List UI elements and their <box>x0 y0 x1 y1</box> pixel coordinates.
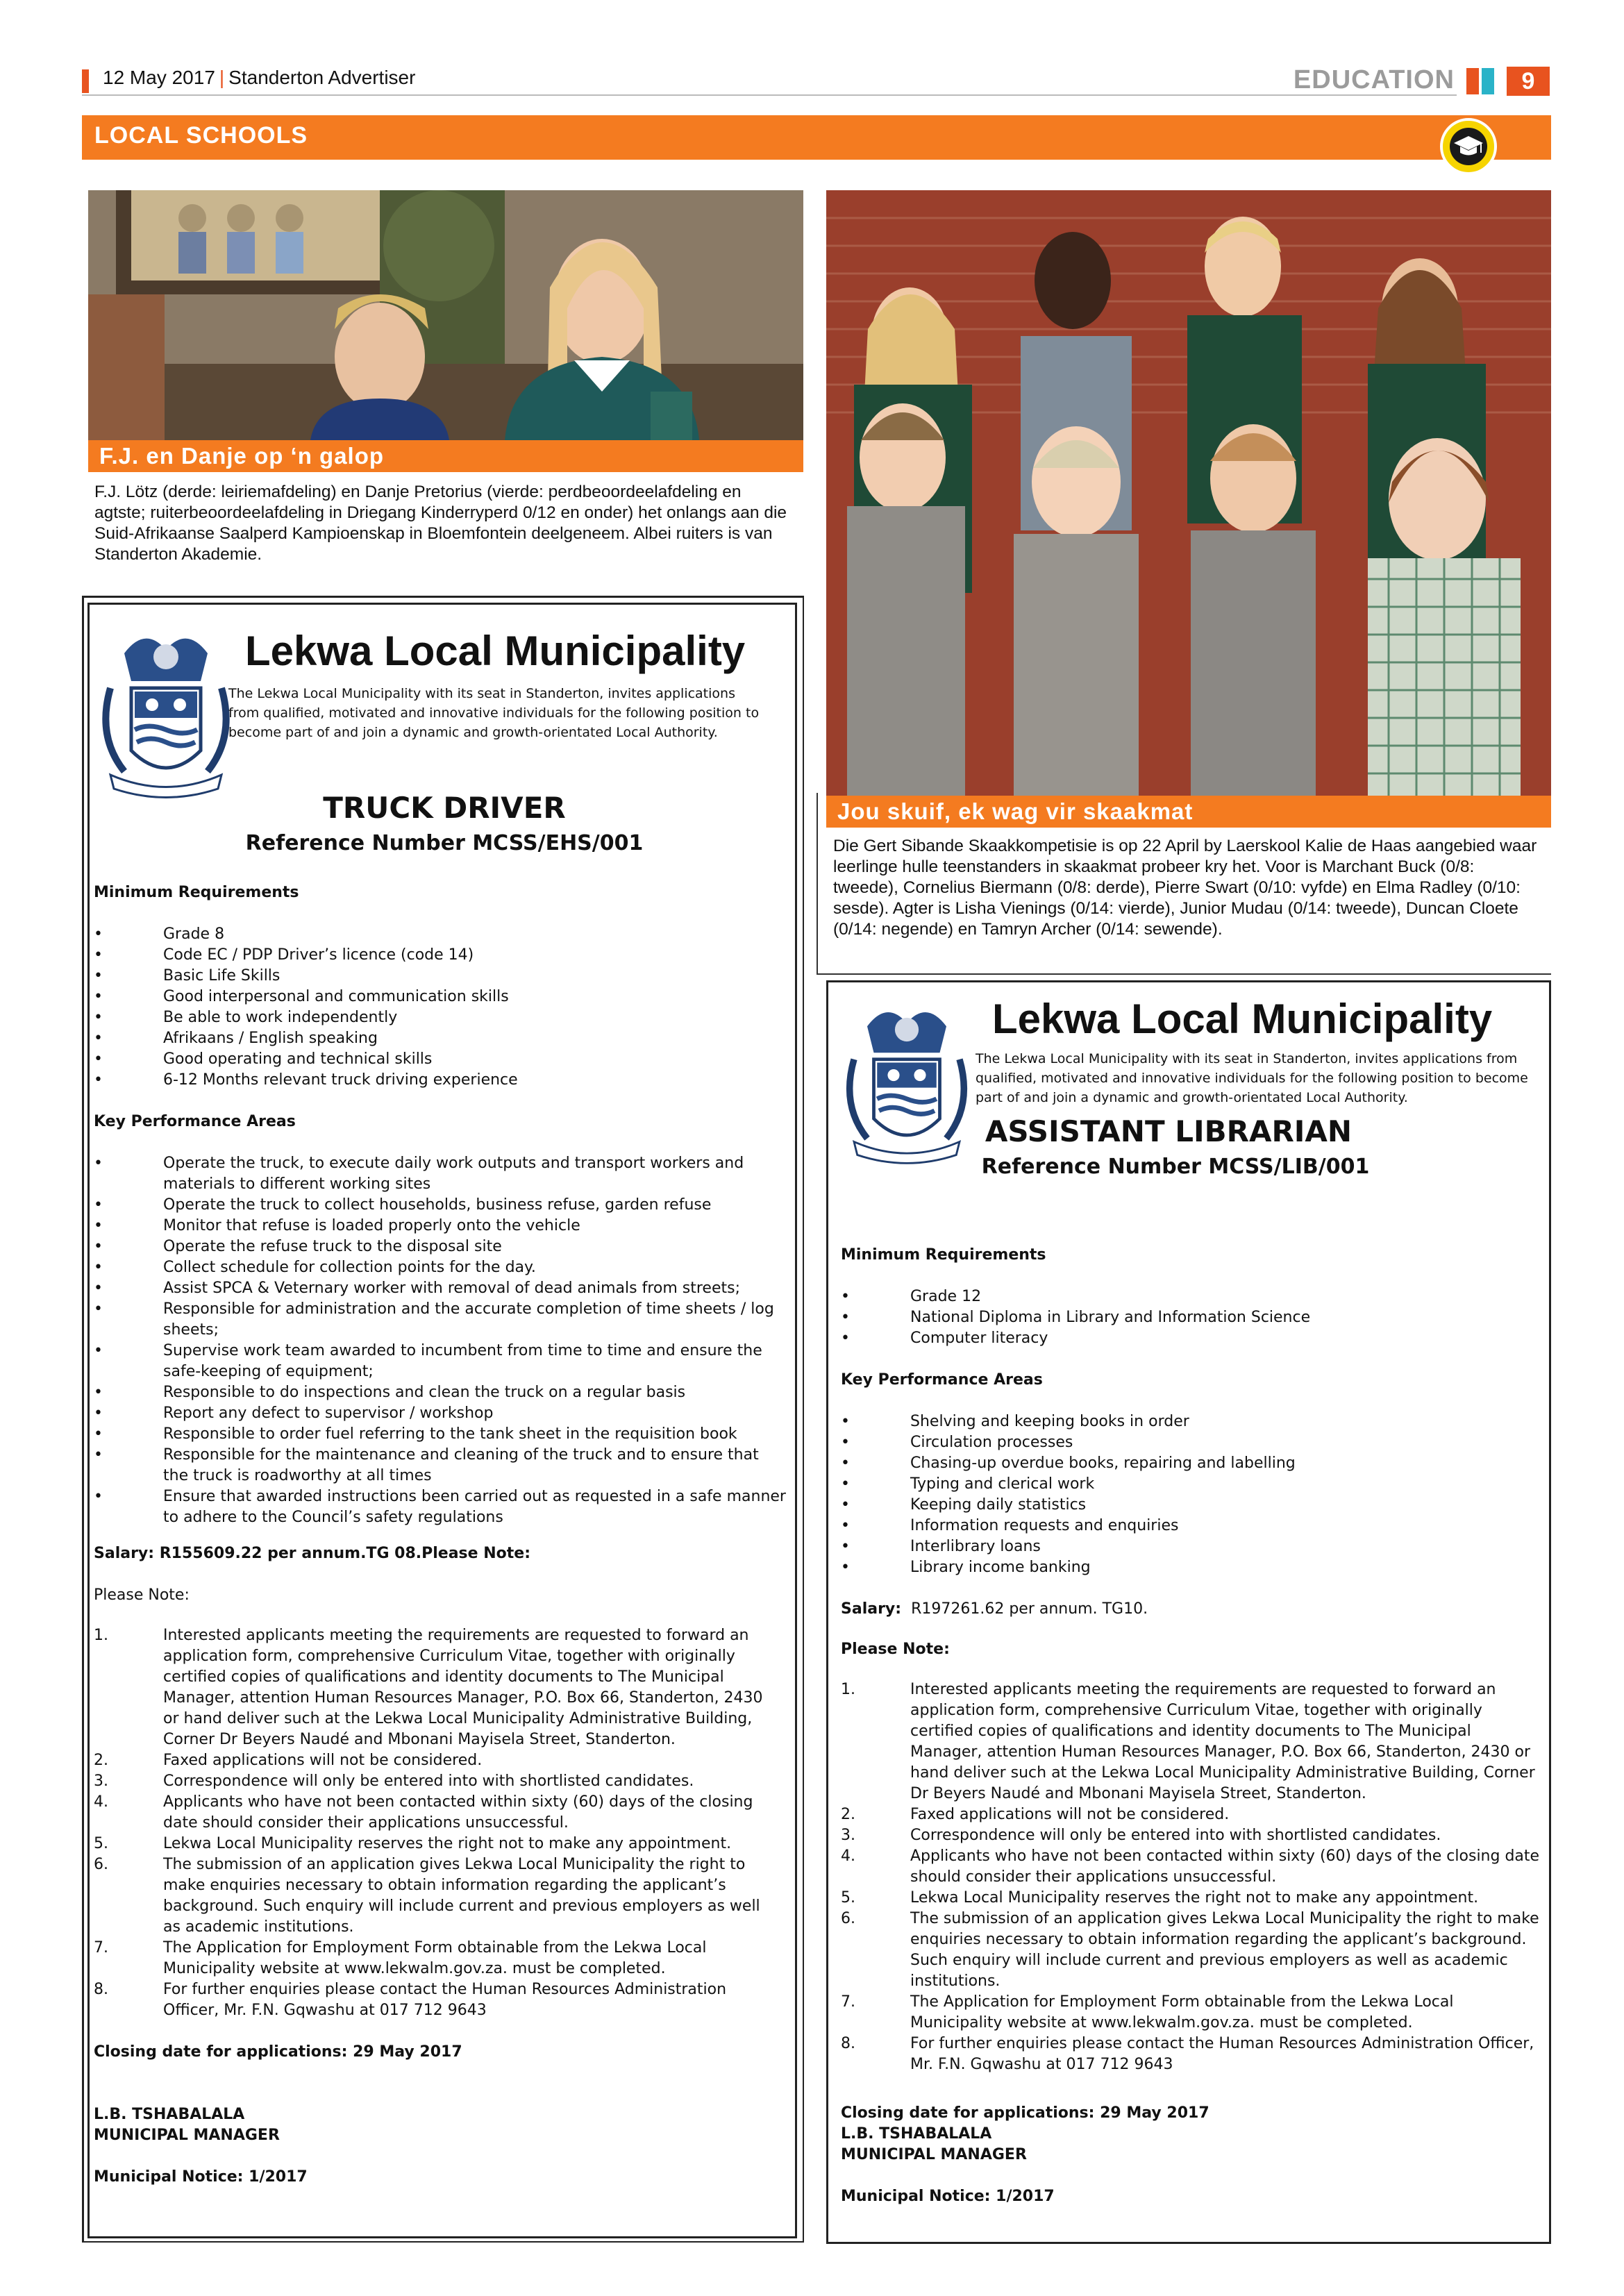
ad2-salary <box>841 1599 1148 1620</box>
list-item: • Report any defect to supervisor / workshop <box>94 1405 494 1422</box>
list-item: • Collect schedule for collection points for the day. <box>94 1259 536 1276</box>
ad2-please-note: Please Note: <box>841 1641 950 1658</box>
list-item: • Be able to work independently <box>94 1009 398 1026</box>
list-item: • Responsible to order fuel referring to the tank sheet in the requisition book <box>94 1425 737 1443</box>
story1-caption: F.J. Lötz (derde: leiriemafdeling) en Danje Pretorius (vierde: perdbeoordeelafdeling en agtste; ruiterbeoordeelafdeling in Driegang Kinderryperd 0/12 en onder) het onlangs aan die Suid-Afrikaanse Saalperd Kampioenskap in Bloemfontein deelgeneem. Albei ruiters is van Standerton Akademie. <box>94 483 787 564</box>
list-item: • Computer literacy <box>841 1330 1048 1347</box>
list-item: 8. For further enquiries please contact the Human Resources Administration Officer, Mr. F.N. Gqwashu at 017 712 9643 <box>841 2035 1534 2073</box>
story2-frame-left <box>817 793 818 975</box>
list-item: 6. The submission of an application gives Lekwa Local Municipality the right to make enquiries necessary to obtain information regarding the applicant’s background. Such enquiry will include current and previous employers as well as academic institutions. <box>841 1910 1539 1990</box>
list-item: • Typing and clerical work <box>841 1475 1095 1493</box>
ad1-min-req-list <box>94 924 774 1091</box>
list-item: 7. The Application for Employment Form obtainable from the Lekwa Local Municipality website at www.lekwalm.gov.za. must be completed. <box>841 1993 1454 2031</box>
ad1-job-title: TRUCK DRIVER <box>323 791 566 825</box>
ad1-reference: Reference Number MCSS/EHS/001 <box>245 831 644 855</box>
ad2-min-req-heading: Minimum Requirements <box>841 1246 1046 1264</box>
ad1-notes-list <box>94 1625 781 2021</box>
issue-date: 12 May 2017 <box>103 67 215 88</box>
list-item: 4. Applicants who have not been contacted within sixty (60) days of the closing date should consider their applications unsuccessful. <box>841 1847 1540 1886</box>
header-accent-bar <box>82 69 89 93</box>
list-item: • Circulation processes <box>841 1434 1073 1451</box>
ad2-salary-value: R197261.62 per annum. TG10. <box>911 1600 1148 1618</box>
story2-headline: Jou skuif, ek wag vir skaakmat <box>826 796 1551 828</box>
story2-caption: Die Gert Sibande Skaakkompetisie is op 22 April by Laerskool Kalie de Haas aangebied waar leerlinge hulle teenstanders in skaakmat probeer kry het. Voor is Marchant Buck (0/8: tweede), Cornelius Biermann (0/8: derde), Pierre Swart (0/10: vyfde) en Elma Radley (0/10: sesde). Agter is Lisha Vienings (0/14: vierde), Junior Mudau (0/14: tweede), Duncan Cloete (0/14: negende) en Tamryn Archer (0/14: sewende). <box>833 837 1537 939</box>
list-item: 7. The Application for Employment Form obtainable from the Lekwa Local Municipality website at www.lekwalm.gov.za. must be completed. <box>94 1939 707 1977</box>
ad2-title: Lekwa Local Municipality <box>992 996 1493 1042</box>
ad1-signatory-title: MUNICIPAL MANAGER <box>94 2127 280 2144</box>
page-color-block-teal <box>1482 68 1494 94</box>
list-item: 4. Applicants who have not been contacted within sixty (60) days of the closing date should consider their applications unsuccessful. <box>94 1793 753 1832</box>
publication-name: Standerton Advertiser <box>228 67 416 88</box>
ad2-closing-date: Closing date for applications: 29 May 2017 <box>841 2104 1209 2122</box>
municipal-crest-icon <box>841 999 973 1166</box>
list-item: 3. Correspondence will only be entered into with shortlisted candidates. <box>94 1773 694 1790</box>
ad2-assistant-librarian <box>826 980 1551 2244</box>
ad1-signatory: L.B. TSHABALALA <box>94 2106 245 2123</box>
section-label: EDUCATION <box>1293 65 1455 94</box>
ad2-notice: Municipal Notice: 1/2017 <box>841 2188 1055 2205</box>
ad2-min-req-list <box>841 1287 1535 1349</box>
list-item: 2. Faxed applications will not be considered. <box>94 1752 483 1769</box>
list-item: • Good interpersonal and communication skills <box>94 988 509 1005</box>
list-item: • Monitor that refuse is loaded properly onto the vehicle <box>94 1217 580 1234</box>
ad2-reference: Reference Number MCSS/LIB/001 <box>981 1155 1370 1179</box>
list-item: 3. Correspondence will only be entered into with shortlisted candidates. <box>841 1827 1441 1844</box>
ad2-signatory-title: MUNICIPAL MANAGER <box>841 2146 1027 2163</box>
list-item: • Afrikaans / English speaking <box>94 1030 378 1047</box>
photo-riders <box>88 190 803 440</box>
list-item: • Responsible for administration and the accurate completion of time sheets / log sheets; <box>94 1300 774 1339</box>
list-item: • Supervise work team awarded to incumbent from time to time and ensure the safe-keeping of equipment; <box>94 1342 762 1380</box>
list-item: • Assist SPCA & Veternary worker with removal of dead animals from streets; <box>94 1280 740 1297</box>
list-item: • Shelving and keeping books in order <box>841 1413 1189 1430</box>
ad1-intro: The Lekwa Local Municipality with its seat in Standerton, invites applications from qualified, motivated and innovative individuals for the following position to become part of and join a dynamic and growth-orientated Local Authority. <box>228 686 760 740</box>
list-item: • Grade 12 <box>841 1288 982 1305</box>
list-item: 6. The submission of an application gives Lekwa Local Municipality the right to make enquiries necessary to obtain information regarding the applicant’s background. Such enquiry will include current and previous employers as well as academic institutions. <box>94 1856 760 1936</box>
ad2-salary-label: Salary: <box>841 1600 902 1618</box>
list-item: 1. Interested applicants meeting the requirements are requested to forward an application form, comprehensive Curriculum Vitae, together with originally certified copies of qualifications and identity documents to The Municipal Manager, attention Human Resources Manager, P.O. Box 66, Standerton, 2430 or hand deliver such at the Lekwa Local Municipality Administrative Building, Corner Dr Beyers Naudé and Mbonani Mayisela Street, Standerton. <box>94 1627 763 1748</box>
list-item: 2. Faxed applications will not be considered. <box>841 1806 1230 1823</box>
list-item: • Basic Life Skills <box>94 967 281 984</box>
list-item: 8. For further enquiries please contact the Human Resources Administration Officer, Mr. F.N. Gqwashu at 017 712 9643 <box>94 1981 727 2019</box>
header-rule <box>82 94 1457 96</box>
graduation-cap-icon <box>1440 118 1497 175</box>
ad1-title: Lekwa Local Municipality <box>245 628 746 674</box>
list-item: • Chasing-up overdue books, repairing and labelling <box>841 1455 1296 1472</box>
list-item: • Operate the truck to collect households, business refuse, garden refuse <box>94 1196 712 1214</box>
list-item: • Information requests and enquiries <box>841 1517 1179 1534</box>
list-item: • Ensure that awarded instructions been carried out as requested in a safe manner to adhere to the Council’s safety regulations <box>94 1488 786 1526</box>
list-item: • Grade 8 <box>94 925 225 943</box>
list-item: 5. Lekwa Local Municipality reserves the right not to make any appointment. <box>841 1889 1479 1907</box>
list-item: • Keeping daily statistics <box>841 1496 1087 1514</box>
header-separator: | <box>219 67 225 88</box>
ad2-notes-list <box>841 1679 1542 2075</box>
list-item: • Code EC / PDP Driver’s licence (code 14) <box>94 946 474 964</box>
list-item: 1. Interested applicants meeting the requirements are requested to forward an application form, comprehensive Curriculum Vitae, together with originally certified copies of qualifications and identity documents to The Municipal Manager, attention Human Resources Manager, P.O. Box 66, Standerton, 2430 or hand deliver such at the Lekwa Local Municipality Administrative Building, Corner Dr Beyers Naudé and Mbonani Mayisela Street, Standerton. <box>841 1681 1535 1802</box>
list-item: 5. Lekwa Local Municipality reserves the right not to make any appointment. <box>94 1835 732 1852</box>
ad1-notice: Municipal Notice: 1/2017 <box>94 2168 308 2186</box>
ad2-intro: The Lekwa Local Municipality with its seat in Standerton, invites applications from qualified, motivated and innovative individuals for the following position to become part of and join a dynamic and growth-orientated Local Authority. <box>976 1051 1528 1105</box>
header-dateline <box>103 67 415 89</box>
ad2-signatory: L.B. TSHABALALA <box>841 2125 992 2143</box>
page-number: 9 <box>1507 67 1550 96</box>
list-item: • Responsible to do inspections and clean the truck on a regular basis <box>94 1384 686 1401</box>
list-item: • Operate the truck, to execute daily work outputs and transport workers and materials to different working sites <box>94 1155 744 1193</box>
page-color-block-red <box>1466 68 1479 94</box>
list-item: • 6-12 Months relevant truck driving experience <box>94 1071 518 1089</box>
ad2-job-title: ASSISTANT LIBRARIAN <box>985 1114 1353 1148</box>
ad1-please-note: Please Note: <box>94 1586 190 1604</box>
ad1-salary: Salary: R155609.22 per annum.TG 08.Please Note: <box>94 1545 530 1562</box>
story2-frame-bottom <box>817 973 1551 975</box>
ad2-kpa-list <box>841 1411 1535 1578</box>
story1-headline: F.J. en Danje op ‘n galop <box>88 440 803 472</box>
list-item: • Operate the refuse truck to the disposal site <box>94 1238 502 1255</box>
municipal-crest-icon <box>97 626 235 799</box>
ad2-kpa-heading: Key Performance Areas <box>841 1371 1043 1389</box>
ad1-truck-driver <box>87 603 797 2238</box>
ad1-kpa-heading: Key Performance Areas <box>94 1113 296 1130</box>
banner-label: LOCAL SCHOOLS <box>94 122 308 149</box>
list-item: • Responsible for the maintenance and cleaning of the truck and to ensure that the truck is roadworthy at all times <box>94 1446 759 1484</box>
list-item: • National Diploma in Library and Information Science <box>841 1309 1311 1326</box>
list-item: • Good operating and technical skills <box>94 1050 433 1068</box>
ad1-closing-date: Closing date for applications: 29 May 2017 <box>94 2043 462 2061</box>
list-item: • Library income banking <box>841 1559 1091 1576</box>
ad1-kpa-list <box>94 1153 788 1528</box>
ad1-min-req-heading: Minimum Requirements <box>94 884 299 901</box>
list-item: • Interlibrary loans <box>841 1538 1041 1555</box>
photo-chess-team <box>826 190 1551 796</box>
